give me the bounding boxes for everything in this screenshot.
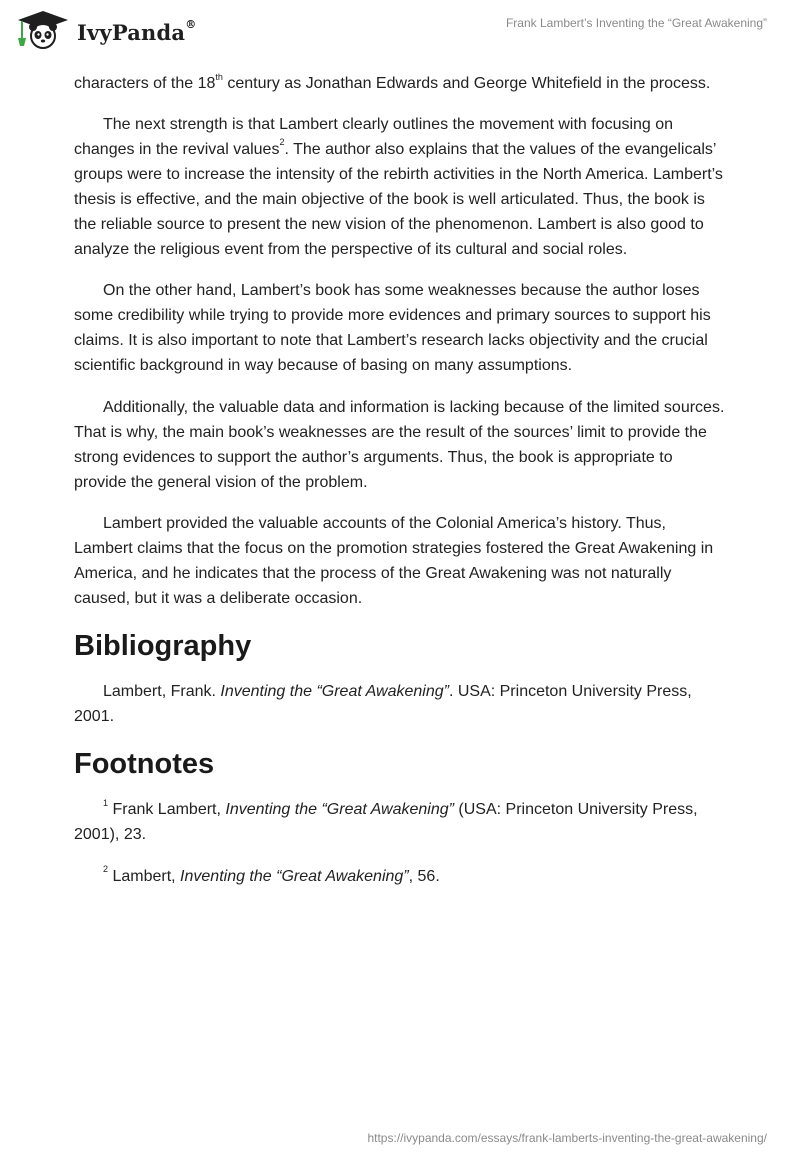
paragraph-limited-sources: Additionally, the valuable data and information is lacking because of the limited sources. That is why, the main book’s weaknesses are the result of the sources’ limit to provide the strong evidences to support the author’s arguments. Thus, the book is appropriate to provide the general vision of the problem. xyxy=(74,398,725,491)
site-logo[interactable] xyxy=(14,8,196,50)
bibliography-entry: Lambert, Frank. Inventing the “Great Awakening”. USA: Princeton University Press, 2001. xyxy=(74,683,692,725)
footnote-item: $^1$ Frank Lambert, Inventing the “Great Awakening” (USA: Princeton University Press, 2001), 23. xyxy=(74,797,698,843)
logo-wordmark: IvyPanda® xyxy=(77,17,197,45)
paragraph-strength: The next strength is that Lambert clearly outlines the movement with focusing on changes in the revival values$^2$. The author also explains that the values of the evangelicals’ groups were to increase the intensity of the rebirth activities in the North America. Lambert’s thesis is effective, and the main objective of the book is well articulated. Thus, the book is the reliable source to present the new vision of the phenomenon. Lambert is also good to analyze the religious event from the perspective of its cultural and social roles. xyxy=(74,115,723,258)
paragraph-weaknesses: On the other hand, Lambert’s book has some weaknesses because the author loses some credibility while trying to provide more evidences and primary sources to support his claims. It is also important to note that Lambert’s research lacks objectivity and the crucial scientific background in way because of basing on many assumptions. xyxy=(74,282,711,374)
panda-graduate-icon xyxy=(14,8,72,50)
running-title: Frank Lambert’s Inventing the “Great Awakening” xyxy=(505,16,767,30)
paragraph-continuation: characters of the 18th century as Jonathan Edwards and George Whitefield in the process. xyxy=(74,71,711,92)
source-url-link[interactable]: https://ivypanda.com/essays/frank-lamberts-inventing-the-great-awakening/ xyxy=(367,1131,767,1145)
footnotes-heading: Footnotes xyxy=(74,748,215,780)
bibliography-heading: Bibliography xyxy=(74,630,252,662)
paragraph-conclusion: Lambert provided the valuable accounts of the Colonial America’s history. Thus, Lambert claims that the focus on the promotion strategies fostered the Great Awakening in America, and he indicates that the process of the Great Awakening was not naturally caused, but it was a deliberate occasion. xyxy=(74,515,714,607)
footnote-ref-2[interactable]: 2 xyxy=(279,137,285,148)
essay-content xyxy=(74,71,726,905)
footnote-item: $^2$ Lambert, Inventing the “Great Awakening”, 56. xyxy=(103,864,440,885)
